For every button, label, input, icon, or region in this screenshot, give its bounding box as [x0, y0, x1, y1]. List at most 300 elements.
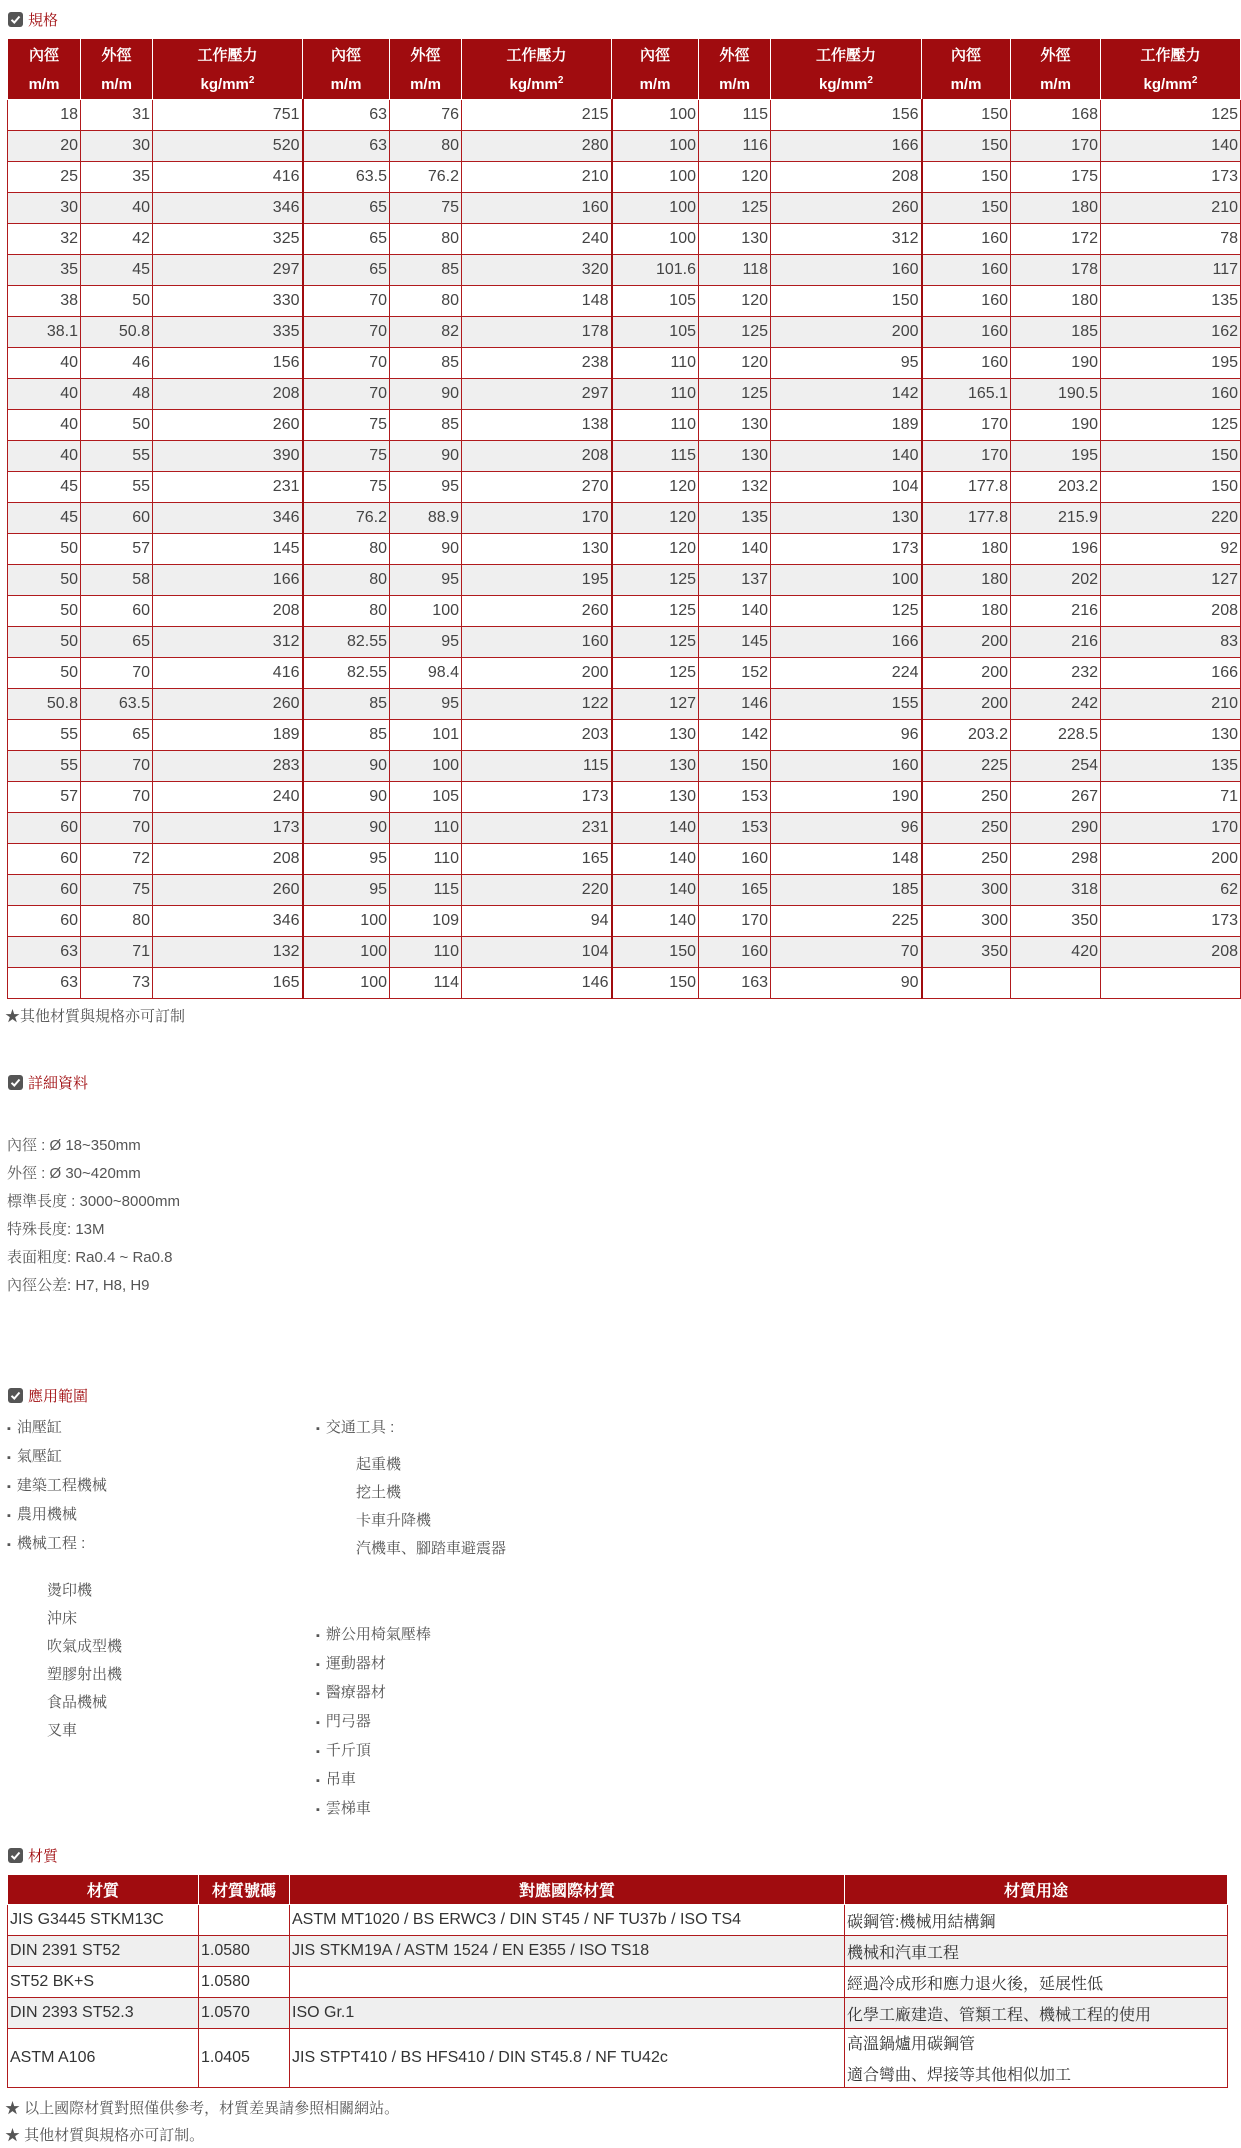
spec-cell: 150	[612, 937, 699, 968]
spec-cell: 224	[771, 658, 922, 689]
spec-cell: 200	[462, 658, 612, 689]
spec-cell: 75	[303, 410, 390, 441]
spec-cell: 190	[1011, 348, 1101, 379]
spec-cell: 105	[390, 782, 462, 813]
spec-cell: 173	[1101, 162, 1241, 193]
application-item: ▪ 機械工程 :	[7, 1530, 122, 1559]
spec-cell: 100	[612, 224, 699, 255]
spec-table	[7, 38, 1241, 999]
spec-row	[8, 286, 1241, 317]
spec-unit-superscript: 2	[1191, 75, 1198, 86]
spec-cell: 142	[699, 720, 771, 751]
detail-line: 外徑 : Ø 30~420mm	[7, 1165, 141, 1182]
detail-line: 表面粗度: Ra0.4 ~ Ra0.8	[7, 1249, 173, 1266]
material-row	[8, 2029, 1228, 2088]
spec-cell: 130	[699, 410, 771, 441]
spec-cell: 104	[462, 937, 612, 968]
spec-cell: 90	[303, 751, 390, 782]
spec-cell: 350	[1011, 906, 1101, 937]
spec-cell: 120	[699, 162, 771, 193]
spec-cell: 150	[922, 100, 1011, 131]
spec-cell: 70	[303, 286, 390, 317]
spec-cell: 60	[81, 503, 153, 534]
spec-cell: 90	[771, 968, 922, 999]
material-cell: JIS G3445 STKM13C	[8, 1905, 199, 1936]
spec-cell: 346	[153, 906, 303, 937]
spec-row	[8, 348, 1241, 379]
spec-cell: 70	[303, 348, 390, 379]
spec-cell: 173	[1101, 906, 1241, 937]
application-item: ▪ 油壓缸	[7, 1414, 122, 1443]
spec-cell: 283	[153, 751, 303, 782]
spec-unit-text: m/m	[101, 75, 132, 93]
spec-cell: 751	[153, 100, 303, 131]
spec-cell: 50	[8, 658, 81, 689]
spec-cell: 140	[612, 906, 699, 937]
spec-cell: 156	[771, 100, 922, 131]
spec-cell: 118	[699, 255, 771, 286]
application-item: ▪ 建築工程機械	[7, 1472, 122, 1501]
spec-row	[8, 937, 1241, 968]
spec-cell: 232	[1011, 658, 1101, 689]
spec-cell: 82.55	[303, 658, 390, 689]
spec-cell: 189	[153, 720, 303, 751]
spec-cell: 65	[81, 627, 153, 658]
spec-cell: 210	[1101, 689, 1241, 720]
spec-cell: 335	[153, 317, 303, 348]
spec-cell: 146	[699, 689, 771, 720]
spec-cell: 180	[922, 534, 1011, 565]
application-subitem: 塑膠射出機	[47, 1666, 123, 1683]
spec-cell: 130	[699, 224, 771, 255]
spec-cell: 153	[699, 813, 771, 844]
spec-cell: 228.5	[1011, 720, 1101, 751]
material-intl-cell: ISO Gr.1	[290, 1998, 845, 2029]
spec-cell: 95	[390, 689, 462, 720]
material-cell: DIN 2391 ST52	[8, 1936, 199, 1967]
spec-cell: 225	[771, 906, 922, 937]
spec-cell: 200	[922, 658, 1011, 689]
spec-cell: 416	[153, 162, 303, 193]
spec-cell: 85	[390, 255, 462, 286]
spec-cell: 160	[922, 348, 1011, 379]
spec-cell: 80	[390, 224, 462, 255]
spec-cell: 208	[153, 379, 303, 410]
spec-cell: 71	[1101, 782, 1241, 813]
spec-cell: 160	[922, 317, 1011, 348]
spec-cell: 150	[922, 193, 1011, 224]
spec-cell: 75	[303, 441, 390, 472]
section-header-material	[8, 1845, 58, 1865]
spec-row	[8, 658, 1241, 689]
spec-cell: 130	[462, 534, 612, 565]
spec-header-row	[8, 39, 1241, 70]
spec-cell: 48	[81, 379, 153, 410]
spec-note: ★其他材質與規格亦可訂制	[5, 1008, 186, 1025]
spec-cell: 170	[699, 906, 771, 937]
spec-cell: 346	[153, 503, 303, 534]
application-item: ▪ 雲梯車	[316, 1795, 506, 1824]
spec-cell: 156	[153, 348, 303, 379]
spec-cell: 216	[1011, 596, 1101, 627]
spec-cell: 60	[81, 596, 153, 627]
material-intl-cell	[290, 1967, 845, 1998]
material-cell: ASTM A106	[8, 2029, 199, 2088]
spec-cell: 40	[8, 441, 81, 472]
spec-cell: 260	[153, 875, 303, 906]
spec-cell: 55	[81, 441, 153, 472]
spec-cell: 40	[8, 379, 81, 410]
spec-unit-text: kg/mm	[1143, 76, 1192, 93]
spec-cell: 160	[699, 937, 771, 968]
spec-cell: 80	[303, 534, 390, 565]
spec-cell: 125	[699, 379, 771, 410]
spec-cell: 63	[8, 937, 81, 968]
spec-cell: 40	[8, 410, 81, 441]
spec-cell: 31	[81, 100, 153, 131]
spec-row	[8, 782, 1241, 813]
spec-cell: 280	[462, 131, 612, 162]
spec-cell: 130	[612, 751, 699, 782]
spec-cell: 125	[612, 565, 699, 596]
application-subitem: 吹氣成型機	[47, 1638, 123, 1655]
spec-cell: 130	[612, 782, 699, 813]
spec-cell: 200	[922, 627, 1011, 658]
spec-cell: 190	[1011, 410, 1101, 441]
application-left-list	[7, 1414, 122, 1745]
spec-cell: 350	[922, 937, 1011, 968]
spec-cell: 195	[1101, 348, 1241, 379]
section-title: 材質	[28, 1847, 59, 1865]
spec-cell	[1101, 968, 1241, 999]
spec-cell: 346	[153, 193, 303, 224]
spec-cell: 50	[8, 627, 81, 658]
spec-unit-text: m/m	[330, 75, 362, 93]
spec-cell: 160	[771, 751, 922, 782]
spec-row	[8, 131, 1241, 162]
material-intl-cell: JIS STPT410 / BS HFS410 / DIN ST45.8 / NF TU42c	[290, 2029, 845, 2088]
spec-unit-text: m/m	[410, 75, 441, 93]
spec-row	[8, 875, 1241, 906]
spec-cell: 46	[81, 348, 153, 379]
material-header-cell: 對應國際材質	[290, 1875, 845, 1905]
spec-cell: 72	[81, 844, 153, 875]
spec-cell: 100	[390, 596, 462, 627]
application-subitem: 沖床	[47, 1610, 78, 1627]
spec-unit-text: kg/mm	[200, 76, 249, 93]
spec-cell: 45	[8, 472, 81, 503]
spec-cell: 146	[462, 968, 612, 999]
spec-cell: 94	[462, 906, 612, 937]
spec-row	[8, 689, 1241, 720]
spec-header-cell: 工作壓力	[153, 39, 303, 70]
material-number-cell: 1.0580	[199, 1967, 290, 1998]
spec-cell: 115	[699, 100, 771, 131]
spec-cell: 18	[8, 100, 81, 131]
spec-row	[8, 379, 1241, 410]
spec-unit-cell	[699, 69, 771, 100]
spec-cell: 127	[612, 689, 699, 720]
spec-cell: 60	[8, 844, 81, 875]
material-number-cell: 1.0580	[199, 1936, 290, 1967]
spec-cell: 55	[81, 472, 153, 503]
spec-cell: 63.5	[303, 162, 390, 193]
spec-cell: 148	[462, 286, 612, 317]
spec-cell: 70	[81, 751, 153, 782]
spec-cell: 109	[390, 906, 462, 937]
material-note: ★ 其他材質與規格亦可訂制。	[5, 2127, 205, 2144]
application-subitem: 汽機車、腳踏車避震器	[356, 1540, 507, 1557]
spec-cell: 65	[303, 193, 390, 224]
spec-cell: 180	[922, 596, 1011, 627]
spec-cell: 85	[303, 720, 390, 751]
spec-cell	[1011, 968, 1101, 999]
spec-cell: 208	[153, 596, 303, 627]
spec-cell: 95	[390, 627, 462, 658]
spec-cell: 145	[153, 534, 303, 565]
spec-cell: 32	[8, 224, 81, 255]
material-use-cell: 化學工廠建造、管類工程、機械工程的使用	[845, 1998, 1228, 2029]
spec-cell: 140	[612, 813, 699, 844]
spec-cell: 215.9	[1011, 503, 1101, 534]
application-right-list	[316, 1414, 506, 1824]
spec-cell: 150	[922, 162, 1011, 193]
spec-cell: 166	[1101, 658, 1241, 689]
spec-cell: 260	[462, 596, 612, 627]
application-item: ▪ 千斤頂	[316, 1737, 506, 1766]
spec-cell: 25	[8, 162, 81, 193]
spec-cell: 80	[81, 906, 153, 937]
spec-unit-superscript: 2	[557, 75, 564, 86]
spec-cell: 168	[1011, 100, 1101, 131]
spec-cell: 300	[922, 875, 1011, 906]
spec-cell: 30	[8, 193, 81, 224]
spec-row	[8, 193, 1241, 224]
spec-row	[8, 751, 1241, 782]
section-title: 詳細資料	[28, 1074, 89, 1092]
material-row	[8, 1998, 1228, 2029]
application-subitem: 食品機械	[47, 1694, 108, 1711]
spec-cell: 177.8	[922, 472, 1011, 503]
spec-cell: 90	[390, 534, 462, 565]
spec-cell: 70	[81, 813, 153, 844]
spec-cell: 178	[462, 317, 612, 348]
spec-cell: 185	[1011, 317, 1101, 348]
spec-row	[8, 534, 1241, 565]
spec-cell: 35	[8, 255, 81, 286]
spec-cell: 240	[153, 782, 303, 813]
spec-cell: 42	[81, 224, 153, 255]
spec-cell: 100	[612, 193, 699, 224]
spec-cell: 210	[1101, 193, 1241, 224]
spec-row	[8, 844, 1241, 875]
spec-cell: 290	[1011, 813, 1101, 844]
spec-cell: 170	[1101, 813, 1241, 844]
spec-header-cell: 外徑	[699, 39, 771, 70]
spec-cell: 76.2	[303, 503, 390, 534]
spec-cell: 132	[699, 472, 771, 503]
spec-cell: 130	[1101, 720, 1241, 751]
section-header-application	[8, 1385, 88, 1405]
material-row	[8, 1967, 1228, 1998]
spec-cell: 120	[699, 348, 771, 379]
spec-cell: 180	[922, 565, 1011, 596]
spec-cell: 63	[8, 968, 81, 999]
spec-unit-cell	[922, 69, 1011, 100]
spec-cell: 110	[612, 379, 699, 410]
spec-cell: 70	[81, 782, 153, 813]
material-use-cell: 機械和汽車工程	[845, 1936, 1228, 1967]
detail-line: 內徑公差: H7, H8, H9	[7, 1277, 150, 1294]
spec-cell: 166	[153, 565, 303, 596]
checkbox-icon	[8, 1848, 23, 1863]
spec-cell: 254	[1011, 751, 1101, 782]
spec-cell: 90	[303, 782, 390, 813]
spec-cell: 45	[8, 503, 81, 534]
spec-cell: 110	[390, 844, 462, 875]
spec-cell: 160	[462, 193, 612, 224]
application-subitem: 挖土機	[356, 1484, 402, 1501]
spec-cell: 58	[81, 565, 153, 596]
spec-cell: 150	[612, 968, 699, 999]
spec-header-cell: 工作壓力	[462, 39, 612, 70]
spec-cell: 390	[153, 441, 303, 472]
spec-cell: 125	[612, 658, 699, 689]
spec-unit-superscript: 2	[867, 75, 873, 86]
spec-cell: 330	[153, 286, 303, 317]
detail-line: 內徑 : Ø 18~350mm	[7, 1137, 141, 1154]
spec-cell: 40	[8, 348, 81, 379]
spec-cell: 78	[1101, 224, 1241, 255]
detail-line: 特殊長度: 13M	[7, 1221, 105, 1238]
spec-cell: 250	[922, 782, 1011, 813]
spec-cell: 203.2	[922, 720, 1011, 751]
spec-cell: 38	[8, 286, 81, 317]
spec-cell: 105	[612, 317, 699, 348]
spec-cell: 125	[1101, 410, 1241, 441]
material-use-line: 適合彎曲、焊接等其他相似加工	[847, 2067, 1072, 2084]
spec-cell: 210	[462, 162, 612, 193]
material-number-cell	[199, 1905, 290, 1936]
material-number-cell: 1.0570	[199, 1998, 290, 2029]
spec-cell: 120	[612, 472, 699, 503]
spec-header-cell: 內徑	[8, 39, 81, 70]
spec-cell: 75	[81, 875, 153, 906]
spec-cell: 297	[153, 255, 303, 286]
spec-cell: 110	[612, 410, 699, 441]
spec-header-row	[8, 69, 1241, 100]
spec-cell: 45	[81, 255, 153, 286]
spec-row	[8, 906, 1241, 937]
spec-cell: 172	[1011, 224, 1101, 255]
spec-row	[8, 627, 1241, 658]
spec-cell: 95	[390, 472, 462, 503]
spec-cell: 115	[390, 875, 462, 906]
spec-cell: 50	[8, 596, 81, 627]
spec-cell: 100	[303, 968, 390, 999]
spec-cell: 242	[1011, 689, 1101, 720]
spec-cell: 135	[699, 503, 771, 534]
spec-cell: 173	[153, 813, 303, 844]
spec-header-cell: 外徑	[390, 39, 462, 70]
spec-cell: 260	[153, 689, 303, 720]
spec-cell: 312	[153, 627, 303, 658]
spec-cell: 125	[699, 193, 771, 224]
detail-list	[7, 1132, 180, 1300]
spec-header-cell: 內徑	[612, 39, 699, 70]
spec-unit-text: m/m	[1040, 75, 1071, 93]
spec-cell: 325	[153, 224, 303, 255]
spec-cell: 270	[462, 472, 612, 503]
spec-row	[8, 224, 1241, 255]
spec-cell: 240	[462, 224, 612, 255]
spec-cell: 130	[612, 720, 699, 751]
spec-cell: 140	[612, 844, 699, 875]
spec-cell: 185	[771, 875, 922, 906]
spec-cell: 195	[1011, 441, 1101, 472]
spec-row	[8, 410, 1241, 441]
spec-cell: 116	[699, 131, 771, 162]
spec-header-cell: 外徑	[1011, 39, 1101, 70]
spec-cell: 50	[81, 410, 153, 441]
spec-cell: 166	[771, 627, 922, 658]
spec-cell: 138	[462, 410, 612, 441]
spec-cell: 76	[390, 100, 462, 131]
spec-cell: 50	[8, 565, 81, 596]
application-subitem: 卡車升降機	[356, 1512, 432, 1529]
spec-cell: 70	[81, 658, 153, 689]
spec-cell: 35	[81, 162, 153, 193]
spec-cell: 170	[462, 503, 612, 534]
spec-cell: 95	[303, 875, 390, 906]
spec-cell: 208	[462, 441, 612, 472]
spec-cell: 100	[771, 565, 922, 596]
spec-cell: 145	[699, 627, 771, 658]
spec-cell: 160	[922, 224, 1011, 255]
spec-cell: 57	[81, 534, 153, 565]
spec-cell: 75	[390, 193, 462, 224]
spec-cell: 150	[1101, 472, 1241, 503]
spec-cell: 202	[1011, 565, 1101, 596]
spec-cell: 104	[771, 472, 922, 503]
section-header-detail	[8, 1072, 88, 1092]
spec-cell: 220	[462, 875, 612, 906]
spec-cell: 200	[922, 689, 1011, 720]
spec-unit-cell	[462, 69, 612, 100]
spec-cell: 62	[1101, 875, 1241, 906]
spec-cell: 55	[8, 720, 81, 751]
spec-cell: 82.55	[303, 627, 390, 658]
spec-cell: 173	[771, 534, 922, 565]
spec-unit-text: m/m	[950, 75, 982, 93]
spec-cell: 300	[922, 906, 1011, 937]
spec-cell: 150	[1101, 441, 1241, 472]
spec-cell: 57	[8, 782, 81, 813]
spec-unit-cell	[153, 69, 303, 100]
spec-cell: 178	[1011, 255, 1101, 286]
spec-cell: 150	[922, 131, 1011, 162]
spec-header-cell: 外徑	[81, 39, 153, 70]
spec-unit-text: m/m	[719, 75, 750, 93]
spec-cell: 71	[81, 937, 153, 968]
spec-row	[8, 565, 1241, 596]
spec-cell: 160	[699, 844, 771, 875]
spec-cell: 177.8	[922, 503, 1011, 534]
spec-cell: 312	[771, 224, 922, 255]
spec-cell: 90	[390, 379, 462, 410]
spec-row	[8, 162, 1241, 193]
spec-cell: 208	[153, 844, 303, 875]
